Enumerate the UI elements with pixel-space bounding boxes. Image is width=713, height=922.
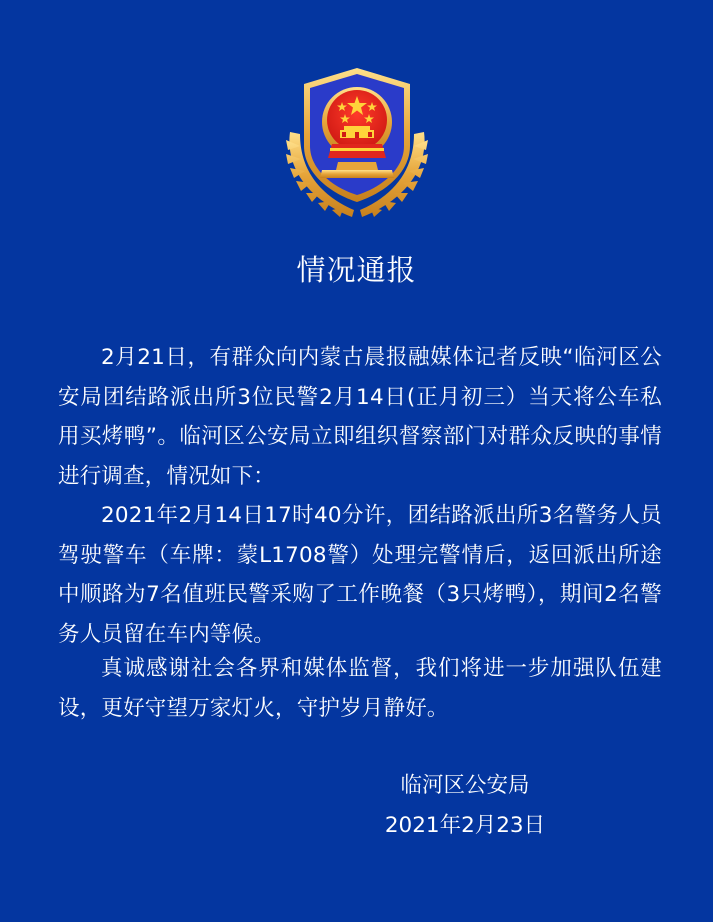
notice-body: [58, 338, 662, 728]
signature-organization: 临河区公安局: [400, 773, 530, 798]
paragraph-investigation-findings: 2021年2月14日17时40分许，团结路派出所3名警务人员驾驶警车（车牌：蒙L1708警）处理完警情后，返回派出所途中顺路为7名值班民警采购了工作晚餐（3只烤鸭），期间2名警务人员留在车内等候。: [58, 503, 662, 647]
paragraph-acknowledgement: 真诚感谢社会各界和媒体监督，我们将进一步加强队伍建设，更好守望万家灯火，守护岁月静好。: [58, 656, 662, 721]
signature-date: 2021年2月23日: [384, 813, 546, 838]
page-title: 情况通报: [296, 253, 417, 287]
paragraph-incident-report: 2月21日，有群众向内蒙古晨报融媒体记者反映“临河区公安局团结路派出所3位民警2月14日(正月初三）当天将公车私用买烤鸭”。临河区公安局立即组织督察部门对群众反映的事情进行调查，情况如下：: [58, 345, 662, 489]
police-emblem-icon: [282, 62, 432, 222]
